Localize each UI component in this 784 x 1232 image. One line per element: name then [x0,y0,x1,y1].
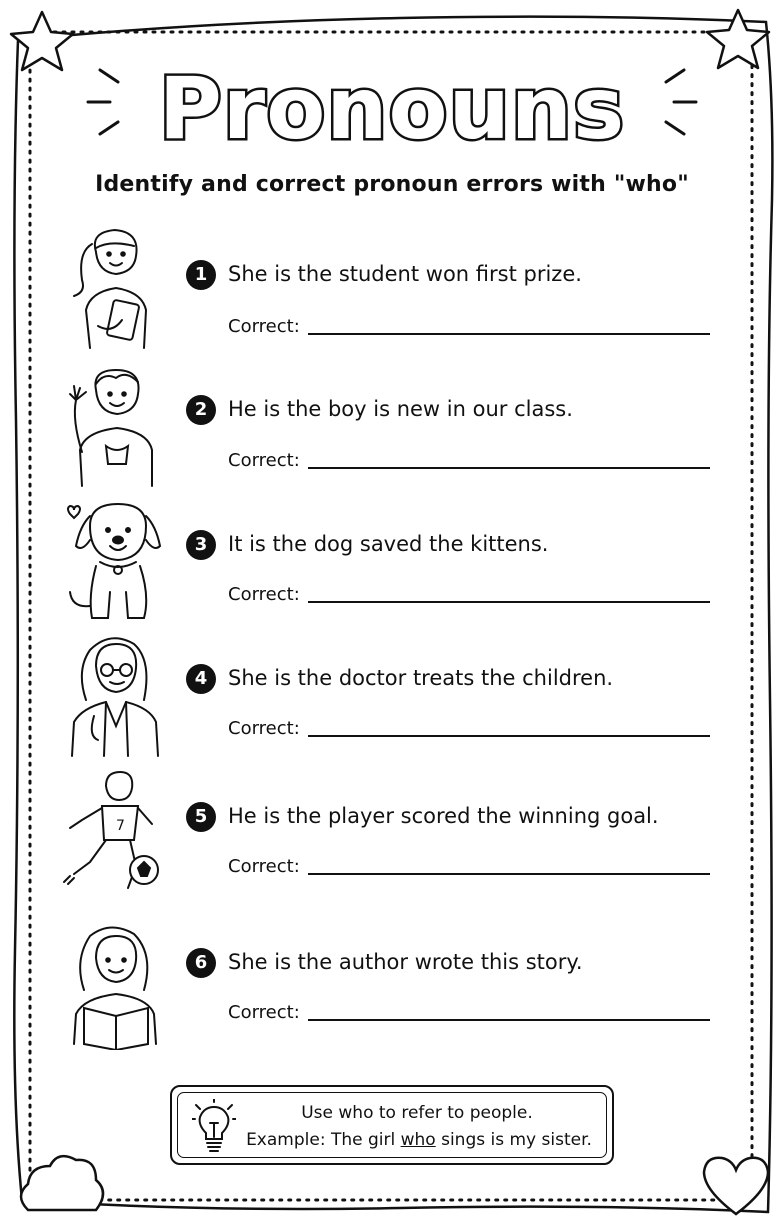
question-number-badge: 6 [186,948,216,978]
question-item [60,920,730,1050]
puppy-icon [60,496,170,626]
question-sentence: He is the player scored the winning goal. [228,804,659,828]
question-number-badge: 5 [186,802,216,832]
correct-label: Correct: [228,450,300,471]
tip-text: Use who to refer to people. [301,1103,533,1123]
question-sentence: It is the dog saved the kittens. [228,532,549,556]
correct-label: Correct: [228,1002,300,1023]
waving-boy-icon [60,360,170,490]
title-area [0,40,784,170]
cloud-icon [21,1156,103,1210]
soccer-player-icon [60,770,170,900]
correct-label: Correct: [228,856,300,877]
correct-label: Correct: [228,718,300,739]
tip-box [170,1085,614,1165]
question-item [60,222,730,352]
answer-line[interactable] [308,1018,710,1021]
tip-example [244,1130,594,1150]
tip-example-keyword: who [400,1130,436,1150]
doctor-icon [60,630,170,760]
answer-line[interactable] [308,872,710,875]
answer-line[interactable] [308,466,710,469]
title-graphic [0,40,784,170]
svg-text:7: 7 [116,818,125,834]
question-sentence: She is the doctor treats the children. [228,666,614,690]
question-number-badge: 4 [186,664,216,694]
answer-line[interactable] [308,600,710,603]
question-item [60,496,730,626]
page-subtitle: Identify and correct pronoun errors with "who" [95,172,689,197]
question-item [60,360,730,490]
lightbulb-icon [192,1099,236,1157]
answer-line[interactable] [308,734,710,737]
question-number-badge: 2 [186,395,216,425]
page-title: Pronouns [158,59,626,159]
question-number-badge: 3 [186,530,216,560]
question-sentence: She is the author wrote this story. [228,950,583,974]
question-sentence: He is the boy is new in our class. [228,397,573,421]
heart-icon [704,1158,768,1214]
question-item [60,770,730,900]
correct-label: Correct: [228,316,300,337]
girl-reading-icon [60,920,170,1050]
answer-line[interactable] [308,332,710,335]
tip-example-suffix: sings is my sister. [435,1130,592,1150]
correct-label: Correct: [228,584,300,605]
tip-example-prefix: Example: The girl [246,1130,401,1150]
question-item [60,630,730,760]
girl-with-tablet-icon [60,222,170,352]
question-sentence: She is the student won first prize. [228,262,582,286]
question-number-badge: 1 [186,260,216,290]
